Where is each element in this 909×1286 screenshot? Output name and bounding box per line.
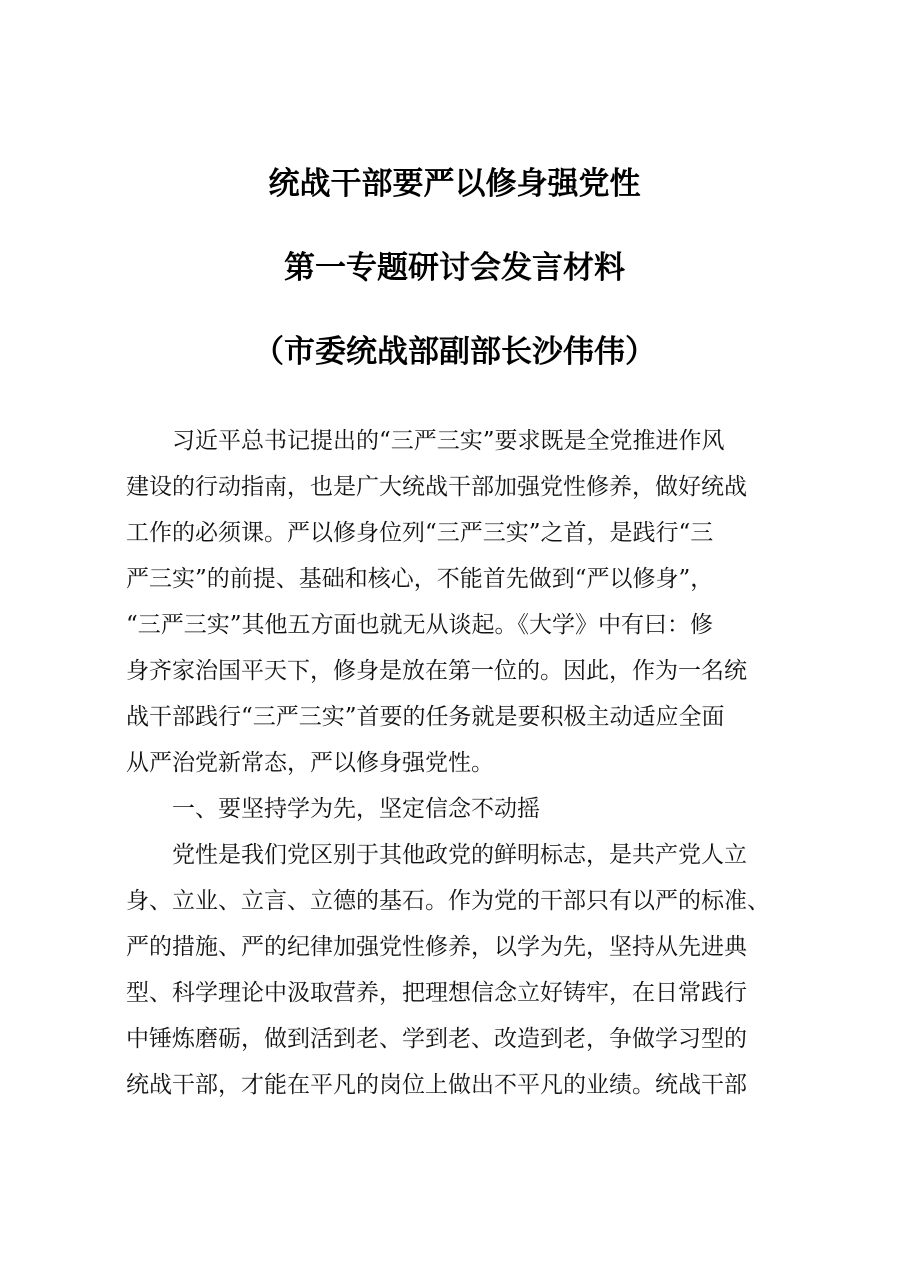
body-line [126,694,816,740]
body-line-text: 工作的必须课。严以修身位列“三严三实”之首，是践行“三 [126,520,714,546]
document-title: 统战干部要严以修身强党性 [268,166,641,202]
body-line [126,510,816,556]
body-line [126,970,816,1016]
document-subtitle: 第一专题研讨会发言材料 [284,250,625,286]
body-line [126,648,816,694]
body-line-text: 严三实”的前提、基础和核心，不能首先做到“严以修身”， [126,566,714,592]
body-line-text: 中锤炼磨砺，做到活到老、学到老、改造到老，争做学习型的 [126,1026,747,1052]
body-line [126,832,816,878]
body-line-text: 党性是我们党区别于其他政党的鲜明标志，是共产党人立 [172,842,747,868]
body-line-text: 身、立业、立言、立德的基石。作为党的干部只有以严的标准、 [126,888,770,914]
body-line-text: 身齐家治国平天下，修身是放在第一位的。因此，作为一名统 [126,658,747,684]
body-line [126,1016,816,1062]
body-line-text: “三严三实”其他五方面也就无从谈起。《大学》中有曰：修 [126,612,714,638]
body-line [126,924,816,970]
body-line-text: 严的措施、严的纪律加强党性修养，以学为先，坚持从先进典 [126,934,747,960]
document-author-line: （市委统战部副部长沙伟伟） [253,334,656,370]
body-line-text: 建设的行动指南，也是广大统战干部加强党性修养，做好统战 [126,474,747,500]
document-body [126,418,816,1108]
body-line [126,464,816,510]
body-line [126,602,816,648]
body-line-text: 一、要坚持学为先，坚定信念不动摇 [172,796,540,822]
body-line-text: 从严治党新常态，严以修身强党性。 [126,750,494,776]
body-line-text: 型、科学理论中汲取营养，把理想信念立好铸牢，在日常践行 [126,980,747,1006]
body-line [126,1062,816,1108]
body-line-text: 习近平总书记提出的“三严三实”要求既是全党推进作风 [172,428,725,454]
body-line [126,740,816,786]
body-line [126,786,816,832]
body-line [126,878,816,924]
body-line [126,556,816,602]
body-line-text: 统战干部，才能在平凡的岗位上做出不平凡的业绩。统战干部 [126,1072,747,1098]
body-line-text: 战干部践行“三严三实”首要的任务就是要积极主动适应全面 [126,704,725,730]
body-line [126,418,816,464]
